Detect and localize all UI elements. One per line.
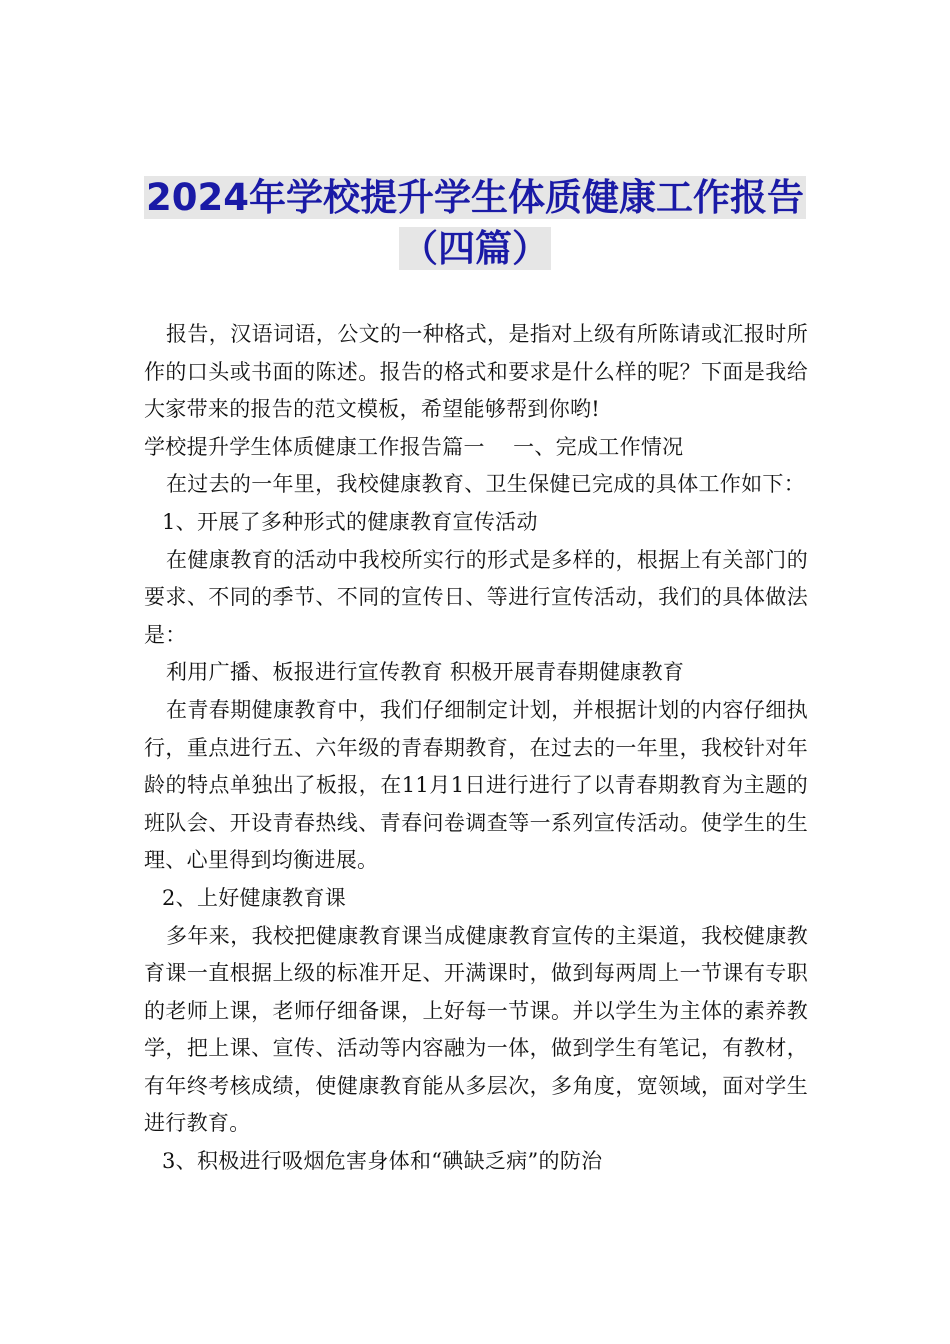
document-title xyxy=(0,172,950,274)
paragraph: 多年来，我校把健康教育课当成健康教育宣传的主渠道，我校健康教育课一直根据上级的标准开足、开满课时，做到每两周上一节课有专职的老师上课，老师仔细备课，上好每一节课。并以学生为主体的素养教学，把上课、宣传、活动等内容融为一体，做到学生有笔记，有教材，有年终考核成绩，使健康教育能从多层次，多角度，宽领域，面对学生进行教育。 xyxy=(144,923,808,1136)
paragraph: 在健康教育的活动中我校所实行的形式是多样的，根据上有关部门的要求、不同的季节、不同的宣传日、等进行宣传活动，我们的具体做法是： xyxy=(144,547,808,647)
title-line-1: 2024年学校提升学生体质健康工作报告 xyxy=(146,176,804,219)
paragraph: 在青春期健康教育中，我们仔细制定计划，并根据计划的内容仔细执行，重点进行五、六年级的青春期教育，在过去的一年里，我校针对年龄的特点单独出了板报，在11月1日进行进行了以青春期教育为主题的班队会、开设青春热线、青春问卷调查等一系列宣传活动。使学生的生理、心里得到均衡进展。 xyxy=(144,697,808,873)
title-line-2: （四篇） xyxy=(401,227,549,270)
paragraph-intro: 报告，汉语词语，公文的一种格式，是指对上级有所陈请或汇报时所作的口头或书面的陈述。报告的格式和要求是什么样的呢？下面是我给大家带来的报告的范文模板，希望能够帮到你哟! xyxy=(144,322,808,422)
section-heading: 学校提升学生体质健康工作报告篇一 一、完成工作情况 xyxy=(144,434,684,459)
paragraph: 在过去的一年里，我校健康教育、卫生保健已完成的具体工作如下： xyxy=(166,472,805,497)
subheading: 2、上好健康教育课 xyxy=(162,885,347,910)
paragraph: 利用广播、板报进行宣传教育 积极开展青春期健康教育 xyxy=(166,660,685,685)
subheading: 3、积极进行吸烟危害身体和“碘缺乏病”的防治 xyxy=(162,1149,603,1174)
subheading: 1、开展了多种形式的健康教育宣传活动 xyxy=(162,509,538,534)
document-body xyxy=(144,316,808,1181)
